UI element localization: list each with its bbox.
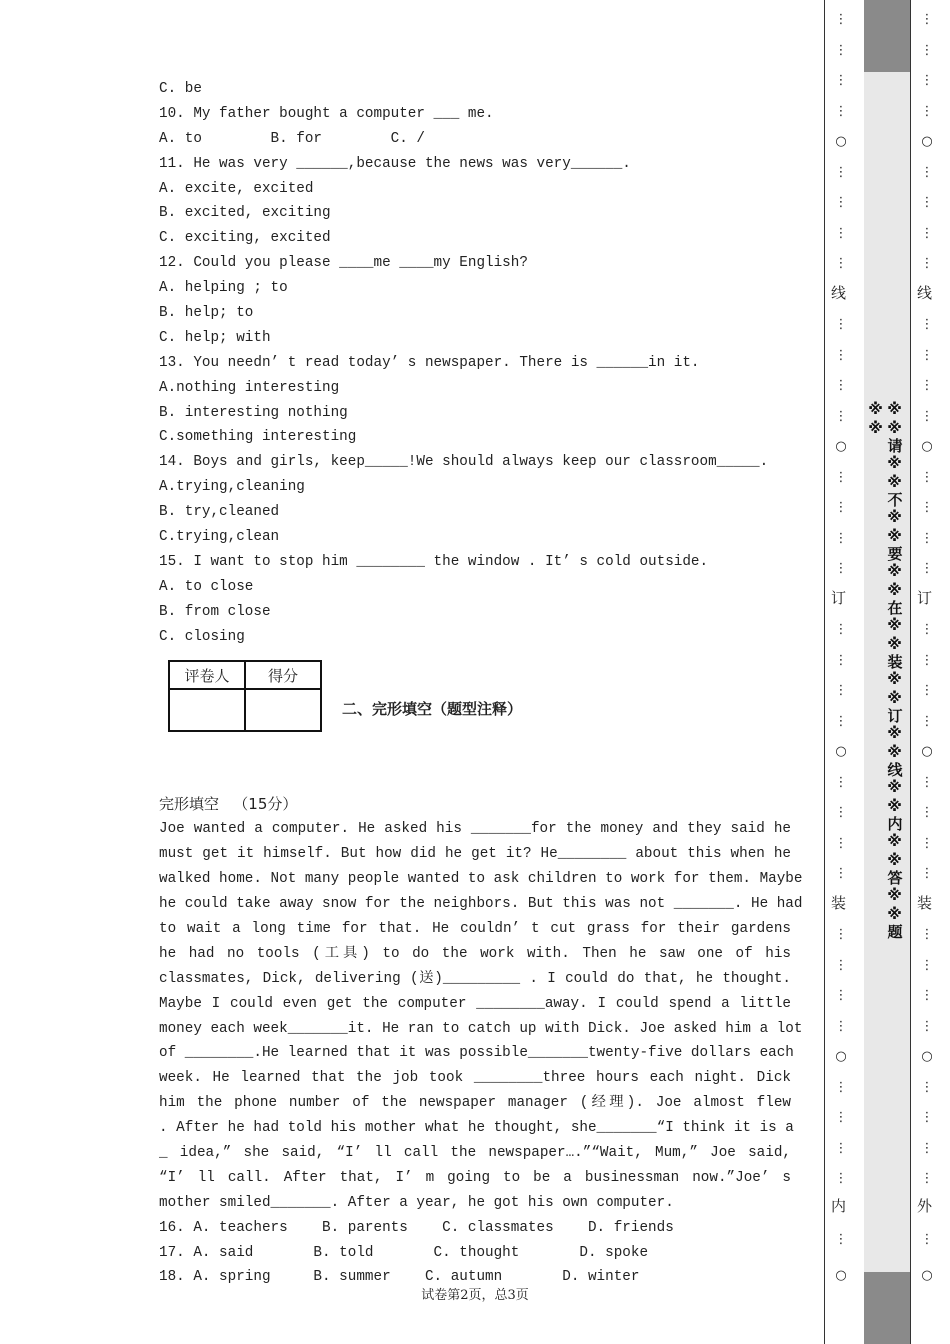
circle-mark: ○ <box>835 1049 847 1064</box>
dot-leader: ⋮ <box>834 866 848 881</box>
circle-mark: ○ <box>835 439 847 454</box>
dot-leader: ⋮ <box>920 12 934 27</box>
question-line: C. closing <box>159 628 245 645</box>
dot-leader: ⋮ <box>920 835 934 851</box>
dot-leader: ⋮ <box>834 408 848 424</box>
outer-label: 订 <box>915 590 933 605</box>
dot-leader: ⋮ <box>834 1110 848 1125</box>
score-table <box>168 660 322 732</box>
outer-label: 线 <box>915 285 933 300</box>
dot-leader: ⋮ <box>834 988 848 1003</box>
dot-leader: ⋮ <box>920 73 934 88</box>
dot-leader: ⋮ <box>834 927 848 942</box>
question-line: C.trying,clean <box>159 529 280 546</box>
dot-leader: ⋮ <box>834 1232 848 1247</box>
binding-line-inner <box>824 0 825 1344</box>
dot-leader: ⋮ <box>920 378 934 393</box>
dot-leader: ⋮ <box>834 652 848 668</box>
passage-line: he had no tools (工具) to do the work with. Then he saw one of his <box>159 945 791 962</box>
dot-leader: ⋮ <box>834 347 848 363</box>
dot-leader: ⋮ <box>920 1018 934 1034</box>
dot-leader: ⋮ <box>920 988 934 1003</box>
dot-leader: ⋮ <box>920 683 934 698</box>
passage-line: . After he had told his mother what he thought, she_______“I think it is a <box>159 1120 794 1137</box>
question-line: B. interesting nothing <box>159 404 348 421</box>
dot-leader: ⋮ <box>920 500 934 515</box>
dot-leader: ⋮ <box>920 713 934 729</box>
circle-mark: ○ <box>835 134 847 149</box>
question-line: B. try,cleaned <box>159 504 280 521</box>
dot-leader: ⋮ <box>834 500 848 515</box>
section-header <box>159 660 791 792</box>
dot-leader: ⋮ <box>834 378 848 393</box>
question-line: 12. Could you please ____me ____my English? <box>159 255 528 272</box>
dot-leader: ⋮ <box>834 622 848 637</box>
dot-leader: ⋮ <box>834 1079 848 1095</box>
dot-leader: ⋮ <box>834 805 848 820</box>
passage-line: Maybe I could even get the computer ________away. I could spend a little <box>159 995 791 1012</box>
question-line: B. excited, exciting <box>159 205 331 222</box>
dot-leader: ⋮ <box>834 835 848 851</box>
dot-leader: ⋮ <box>920 103 934 119</box>
question-list <box>159 77 791 649</box>
option-line: 17. A. said B. told C. thought D. spoke <box>159 1244 649 1261</box>
dot-leader: ⋮ <box>920 225 934 241</box>
dot-leader: ⋮ <box>920 256 934 271</box>
passage-line: walked home. Not many people wanted to ask children to work for them. Maybe <box>159 871 803 888</box>
dot-leader: ⋮ <box>920 561 934 576</box>
dot-leader: ⋮ <box>834 42 848 58</box>
dot-leader: ⋮ <box>920 1232 934 1247</box>
dot-leader: ⋮ <box>834 73 848 88</box>
inner-binding-marks <box>829 0 849 1344</box>
circle-mark: ○ <box>921 744 933 759</box>
inner-label: 内 <box>829 1198 847 1213</box>
passage-line: mother smiled_______. After a year, he got his own computer. <box>159 1194 674 1211</box>
grader-cell <box>169 689 245 731</box>
passage-line: Joe wanted a computer. He asked his _______for the money and they said he <box>159 821 791 838</box>
page-footer: 试卷第2页，总3页 <box>421 1288 529 1303</box>
option-line: 16. A. teachers B. parents C. classmates D. friends <box>159 1219 674 1236</box>
question-line: B. from close <box>159 603 271 620</box>
dot-leader: ⋮ <box>834 774 848 790</box>
dot-leader: ⋮ <box>920 652 934 668</box>
dot-leader: ⋮ <box>920 347 934 363</box>
circle-mark: ○ <box>921 134 933 149</box>
dot-leader: ⋮ <box>920 317 934 332</box>
passage-line: to wait a long time for that. He couldn’ t cut grass for their gardens <box>159 920 791 937</box>
dot-leader: ⋮ <box>920 469 934 485</box>
question-line: 10. My father bought a computer ___ me. <box>159 105 494 122</box>
question-line: A. to close <box>159 578 254 595</box>
inner-label: 订 <box>829 590 847 605</box>
dot-leader: ⋮ <box>920 1110 934 1125</box>
dot-leader: ⋮ <box>920 1079 934 1095</box>
question-line: C. be <box>159 81 202 97</box>
answer-options <box>159 1216 791 1291</box>
dot-leader: ⋮ <box>834 469 848 485</box>
dot-leader: ⋮ <box>920 1140 934 1156</box>
question-line: 15. I want to stop him ________ the window . It’ s cold outside. <box>159 553 709 570</box>
dot-leader: ⋮ <box>920 164 934 180</box>
circle-mark: ○ <box>921 439 933 454</box>
circle-mark: ○ <box>835 744 847 759</box>
passage-line: of ________.He learned that it was possible_______twenty-five dollars each <box>159 1045 794 1062</box>
dot-leader: ⋮ <box>834 1171 848 1186</box>
binding-band-bottom <box>864 1272 910 1344</box>
dot-leader: ⋮ <box>920 866 934 881</box>
dot-leader: ⋮ <box>834 12 848 27</box>
dot-leader: ⋮ <box>834 317 848 332</box>
dot-leader: ⋮ <box>920 530 934 546</box>
passage-line: he could take away snow for the neighbors. But this was not _______. He had <box>159 896 803 913</box>
question-line: A.trying,cleaning <box>159 479 305 496</box>
circle-mark: ○ <box>921 1268 933 1283</box>
binding-warning: ※※请※※不※※要※※在※※装※※订※※线※※内※※答※※题※※ <box>866 400 904 940</box>
dot-leader: ⋮ <box>834 225 848 241</box>
inner-label: 线 <box>829 285 847 300</box>
exam-content <box>159 77 803 1290</box>
dot-leader: ⋮ <box>834 1018 848 1034</box>
cloze-title: 完形填空 （15分） <box>159 795 298 814</box>
dot-leader: ⋮ <box>834 103 848 119</box>
dot-leader: ⋮ <box>834 713 848 729</box>
dot-leader: ⋮ <box>920 195 934 210</box>
passage-line: _ idea,” she said, “I’ ll call the newspaper….”“Wait, Mum,” Joe said, <box>159 1144 791 1161</box>
passage-line: must get it himself. But how did he get it? He________ about this when he <box>159 846 791 863</box>
passage-line: money each week_______it. He ran to catch up with Dick. Joe asked him a lot <box>159 1020 803 1037</box>
outer-binding-marks <box>915 0 935 1344</box>
question-line: C. exciting, excited <box>159 230 331 247</box>
dot-leader: ⋮ <box>834 957 848 973</box>
dot-leader: ⋮ <box>920 408 934 424</box>
section-title: 二、完形填空（题型注释） <box>342 700 523 719</box>
question-line: A. helping ; to <box>159 280 288 297</box>
grader-header: 评卷人 <box>169 661 245 689</box>
dot-leader: ⋮ <box>920 622 934 637</box>
dot-leader: ⋮ <box>834 1140 848 1156</box>
passage-line: “I’ ll call. After that, I’ m going to be a businessman now.”Joe’ s <box>159 1169 791 1186</box>
option-line: 18. A. spring B. summer C. autumn D. winter <box>159 1269 640 1286</box>
question-line: A. to B. for C. / <box>159 130 425 147</box>
cloze-passage <box>159 817 803 1215</box>
dot-leader: ⋮ <box>920 774 934 790</box>
question-line: B. help; to <box>159 305 254 322</box>
question-line: C.something interesting <box>159 429 357 446</box>
circle-mark: ○ <box>921 1049 933 1064</box>
question-line: A.nothing interesting <box>159 379 340 396</box>
dot-leader: ⋮ <box>834 683 848 698</box>
dot-leader: ⋮ <box>834 561 848 576</box>
passage-line: classmates, Dick, delivering (送)_________ . I could do that, he thought. <box>159 970 791 987</box>
dot-leader: ⋮ <box>920 927 934 942</box>
passage-line: him the phone number of the newspaper manager (经理). Joe almost flew <box>159 1095 791 1112</box>
question-line: A. excite, excited <box>159 180 314 197</box>
dot-leader: ⋮ <box>834 530 848 546</box>
binding-band-top <box>864 0 910 72</box>
inner-label: 装 <box>829 895 847 910</box>
question-line: C. help; with <box>159 329 271 346</box>
question-line: 11. He was very ______,because the news was very______. <box>159 155 631 172</box>
score-cell <box>245 689 321 731</box>
binding-line-outer <box>910 0 911 1344</box>
dot-leader: ⋮ <box>920 957 934 973</box>
outer-label: 外 <box>915 1198 933 1213</box>
dot-leader: ⋮ <box>834 195 848 210</box>
dot-leader: ⋮ <box>834 256 848 271</box>
outer-label: 装 <box>915 895 933 910</box>
dot-leader: ⋮ <box>920 42 934 58</box>
passage-line: week. He learned that the job took ________three hours each night. Dick <box>159 1070 791 1087</box>
dot-leader: ⋮ <box>834 164 848 180</box>
dot-leader: ⋮ <box>920 1171 934 1186</box>
circle-mark: ○ <box>835 1268 847 1283</box>
question-line: 13. You needn’ t read today’ s newspaper. There is ______in it. <box>159 354 700 371</box>
score-header: 得分 <box>245 661 321 689</box>
dot-leader: ⋮ <box>920 805 934 820</box>
question-line: 14. Boys and girls, keep_____!We should always keep our classroom_____. <box>159 454 769 471</box>
